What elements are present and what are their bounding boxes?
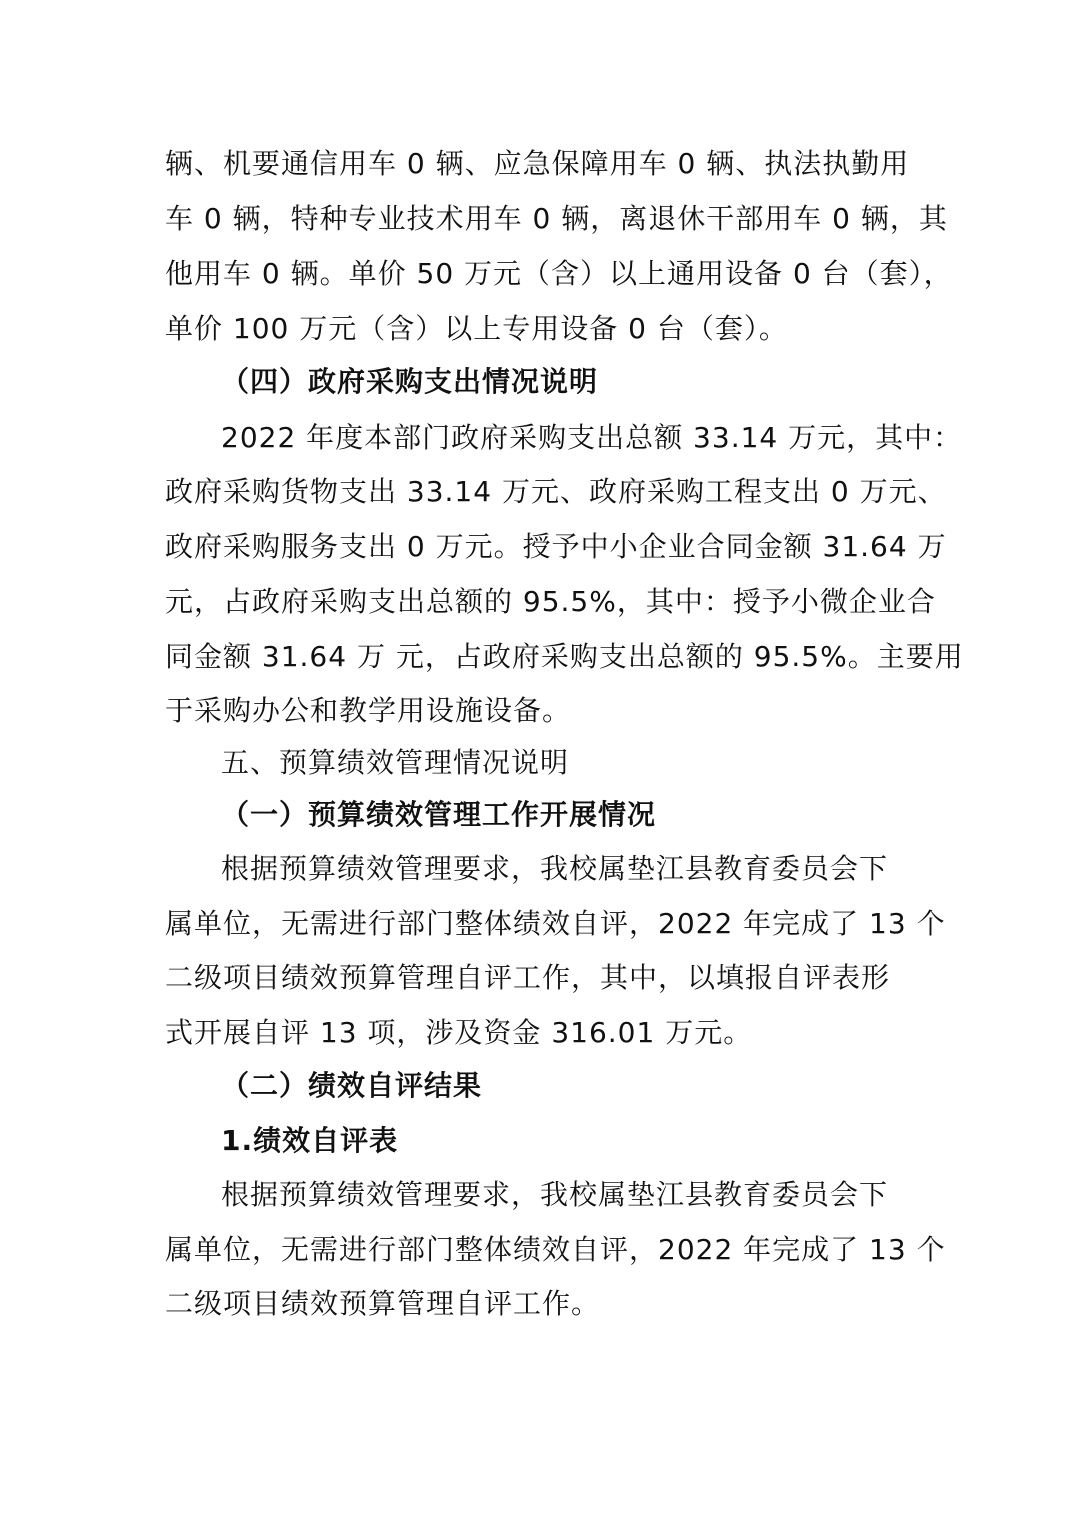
body-text-line: 根据预算绩效管理要求，我校属垫江县教育委员会下 [221, 852, 889, 885]
body-text-line: 二级项目绩效预算管理自评工作。 [165, 1287, 601, 1320]
body-text-line: 单价 100 万元（含）以上专用设备 0 台（套）。 [165, 312, 788, 345]
body-text-line: 属单位，无需进行部门整体绩效自评，2022 年完成了 13 个 [165, 1233, 946, 1266]
section-heading-self-evaluation-result: （二）绩效自评结果 [221, 1069, 483, 1102]
body-text-line: 车 0 辆，特种专业技术用车 0 辆，离退休干部用车 0 辆，其 [165, 202, 948, 235]
body-text-line: 2022 年度本部门政府采购支出总额 33.14 万元，其中： [221, 421, 963, 454]
body-text-line: 同金额 31.64 万 元，占政府采购支出总额的 95.5%。主要用 [165, 640, 964, 673]
body-text-line: 政府采购服务支出 0 万元。授予中小企业合同金额 31.64 万 [165, 530, 947, 563]
section-heading-government-procurement: （四）政府采购支出情况说明 [221, 365, 599, 398]
chapter-heading-performance-management: 五、预算绩效管理情况说明 [221, 746, 570, 779]
section-heading-performance-work: （一）预算绩效管理工作开展情况 [221, 798, 657, 831]
subsection-heading-self-evaluation-table: 1.绩效自评表 [221, 1124, 399, 1157]
body-text-line: 二级项目绩效预算管理自评工作，其中，以填报自评表形 [165, 961, 891, 994]
body-text-line: 辆、机要通信用车 0 辆、应急保障用车 0 辆、执法执勤用 [165, 147, 910, 180]
body-text-line: 于采购办公和教学用设施设备。 [165, 694, 572, 727]
body-text-line: 他用车 0 辆。单价 50 万元（含）以上通用设备 0 台（套）， [165, 257, 953, 290]
body-text-line: 根据预算绩效管理要求，我校属垫江县教育委员会下 [221, 1178, 889, 1211]
body-text-line: 式开展自评 13 项，涉及资金 316.01 万元。 [165, 1016, 753, 1049]
body-text-line: 属单位，无需进行部门整体绩效自评，2022 年完成了 13 个 [165, 907, 946, 940]
body-text-line: 政府采购货物支出 33.14 万元、政府采购工程支出 0 万元、 [165, 475, 947, 508]
body-text-line: 元，占政府采购支出总额的 95.5%，其中：授予小微企业合 [165, 585, 936, 618]
